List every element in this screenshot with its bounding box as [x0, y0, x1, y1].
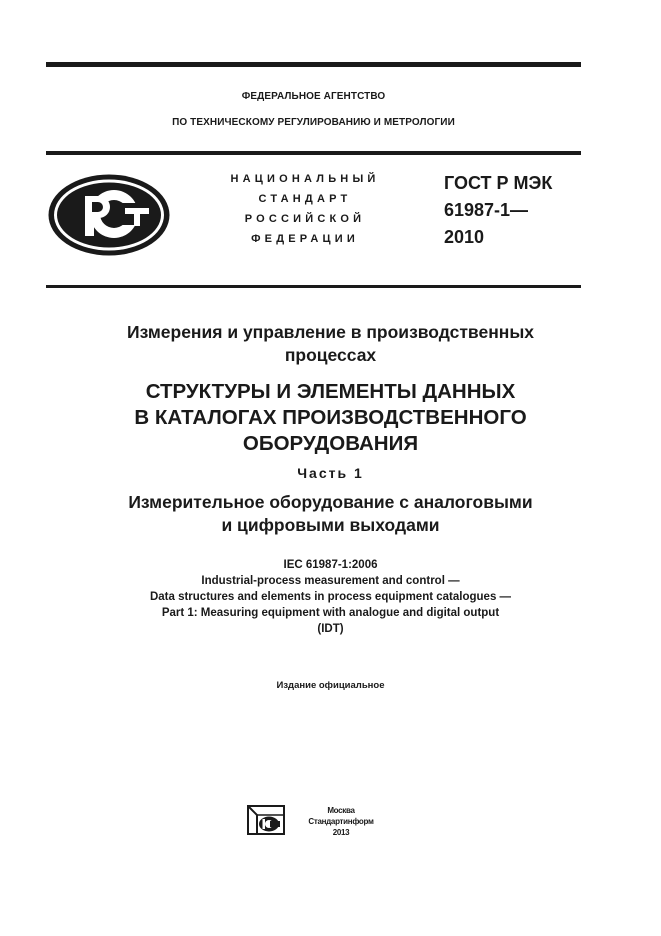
iec-line-4: Part 1: Measuring equipment with analogue and digital output: [161, 607, 500, 619]
agency-line-2: ПО ТЕХНИЧЕСКОМУ РЕГУЛИРОВАНИЮ И МЕТРОЛОГИИ: [172, 117, 455, 128]
gost-code: ГОСТ Р МЭК 61987-1— 2010: [444, 173, 553, 247]
part-title-line-1: Измерительное оборудование с аналоговыми: [128, 492, 533, 512]
series-title: [46, 321, 615, 367]
middle-divider: [46, 151, 581, 155]
standard-type-line-3: РОССИЙСКОЙ: [244, 213, 366, 225]
iec-line-3: Data structures and elements in process equipment catalogues —: [149, 591, 512, 603]
standard-type-line-4: ФЕДЕРАЦИИ: [251, 233, 359, 245]
iec-line-5: (IDT): [317, 623, 344, 635]
bottom-divider: [46, 285, 581, 288]
part-title-line-2: и цифровыми выходами: [221, 515, 440, 535]
part-label: Часть 1: [297, 465, 364, 481]
iec-line-2: Industrial-process measurement and control —: [201, 575, 460, 587]
main-title-line-3: ОБОРУДОВАНИЯ: [242, 432, 419, 455]
publisher-name: Стандартинформ: [308, 817, 374, 826]
agency-line-1: ФЕДЕРАЛЬНОЕ АГЕНТСТВО: [241, 91, 386, 102]
series-title-line-2: процессах: [284, 345, 377, 365]
iec-line-1: IEC 61987-1:2006: [283, 559, 378, 571]
iec-reference: [46, 557, 615, 637]
top-divider: [46, 62, 581, 67]
part-title: [46, 491, 615, 537]
rst-logo-icon: [47, 173, 171, 257]
standard-type-line-1: НАЦИОНАЛЬНЫЙ: [230, 173, 380, 185]
publisher-year: 2013: [332, 828, 350, 837]
main-title-line-2: В КАТАЛОГАХ ПРОИЗВОДСТВЕННОГО: [134, 406, 527, 429]
standard-type-line-2: СТАНДАРТ: [258, 193, 352, 205]
publisher-info: [296, 805, 386, 838]
main-title: [46, 379, 615, 457]
edition-label: Издание официальное: [276, 680, 385, 691]
series-title-line-1: Измерения и управление в производственных: [126, 322, 535, 342]
main-title-line-1: СТРУКТУРЫ И ЭЛЕМЕНТЫ ДАННЫХ: [145, 380, 516, 403]
standartinform-logo-icon: [247, 805, 285, 835]
publisher-city: Москва: [327, 806, 355, 815]
